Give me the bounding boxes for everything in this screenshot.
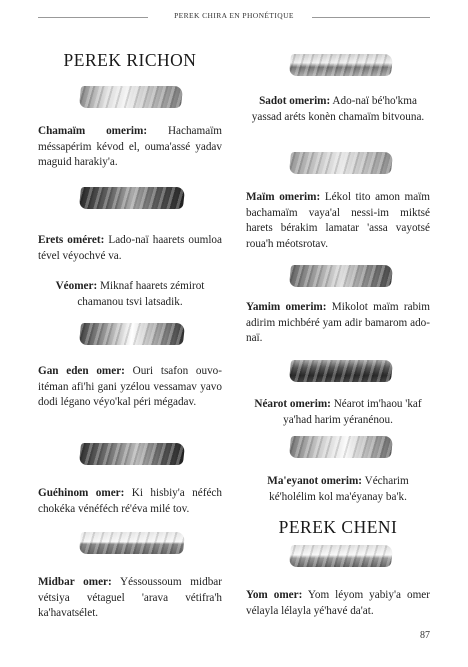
verse-nearot <box>246 397 430 428</box>
light-photo-strip <box>79 323 185 345</box>
header-rule-right <box>312 17 430 18</box>
running-header <box>38 9 430 25</box>
verse-text: Ki hisbiy'a néféch chokéka vénéféch ré'éva milé tov. <box>38 487 222 515</box>
verse-text: Lado-naï haarets oumloa tével véyochvé va. <box>38 234 222 262</box>
verse-text: Yéssoussoum midbar vétsiya vétaguel 'arava vétifra'h ka'havatsélet. <box>38 576 222 619</box>
verse-text: Ado-naï bé'ho'kma yassad aréts konèn chamaïm bitvouna. <box>251 95 425 123</box>
verse-label: Yamim omerim: <box>246 301 327 313</box>
field-photo-strip <box>79 532 185 554</box>
verse-label: Chamaïm omerim: <box>38 125 148 137</box>
page-number: 87 <box>420 630 430 641</box>
verse-text: Néarot im'haou 'kaf ya'had harim yéranénou. <box>283 398 422 426</box>
verse-text: Ouri tsafon ouvo-itéman afi'hi gani yzélou vessamav yavo dodi légano véyo'kal péri mégadav. <box>38 365 223 408</box>
verse-label: Midbar omer: <box>38 576 112 588</box>
sunset-photo-strip <box>289 54 393 76</box>
verse-midbar <box>38 575 222 622</box>
verse-yom <box>246 588 430 619</box>
verse-text: Lékol tito amon maïm bachamaïm vaya'al nessi-im miktsé harets bérakim lamatar 'assa vayotsé roua'h méotsrotav. <box>246 191 431 250</box>
verse-yamim <box>246 300 430 347</box>
wave-photo-strip <box>289 265 393 287</box>
chapter-heading: PEREK CHENI <box>278 517 398 537</box>
verse-text: Yom léyom yabiy'a omer vélayla lélayla yé'havé da'at. <box>246 589 430 617</box>
verse-text: Mikolot maïm rabim adirim michbéré yam adir bamarom ado-naï. <box>246 301 430 344</box>
verse-label: Sadot omerim: <box>259 95 331 107</box>
verse-chamaim <box>38 124 222 171</box>
verse-veomer <box>38 279 222 310</box>
verse-label: Véomer: <box>55 280 98 292</box>
rock-photo-strip <box>79 187 185 209</box>
verse-maeyanot <box>246 474 430 505</box>
verse-label: Ma'eyanot omerim: <box>267 475 363 487</box>
water-ripple-photo-strip <box>289 152 393 174</box>
dawn-photo-strip <box>289 545 393 567</box>
verse-text: Hachamaïm méssapérim kévod el, ouma'assé yadav maguid harakiy'a. <box>38 125 223 168</box>
running-header-text: PEREK CHIRA EN PHONÉTIQUE <box>174 11 294 20</box>
verse-label: Néarot omerim: <box>254 398 331 410</box>
verse-label: Gan eden omer: <box>38 365 125 377</box>
verse-text: Miknaf haarets zémirot chamanou tsvi latsadik. <box>77 280 205 308</box>
waterfall-photo-strip <box>289 436 393 458</box>
verse-maim <box>246 190 430 252</box>
verse-label: Erets oméret: <box>38 234 105 246</box>
chapter-heading: PEREK RICHON <box>63 50 197 70</box>
verse-label: Guéhinom omer: <box>38 487 125 499</box>
verse-text: Vécharim ké'holélim kol ma'éyanay ba'k. <box>269 475 409 503</box>
verse-sadot <box>246 94 430 125</box>
verse-label: Yom omer: <box>246 589 303 601</box>
sky-photo-strip <box>79 86 183 108</box>
verse-erets <box>38 233 222 264</box>
verse-label: Maïm omerim: <box>246 191 321 203</box>
dark-cloud-photo-strip <box>79 443 185 465</box>
verse-guehinom <box>38 486 222 517</box>
forest-photo-strip <box>289 360 393 382</box>
verse-gan-eden <box>38 364 222 411</box>
